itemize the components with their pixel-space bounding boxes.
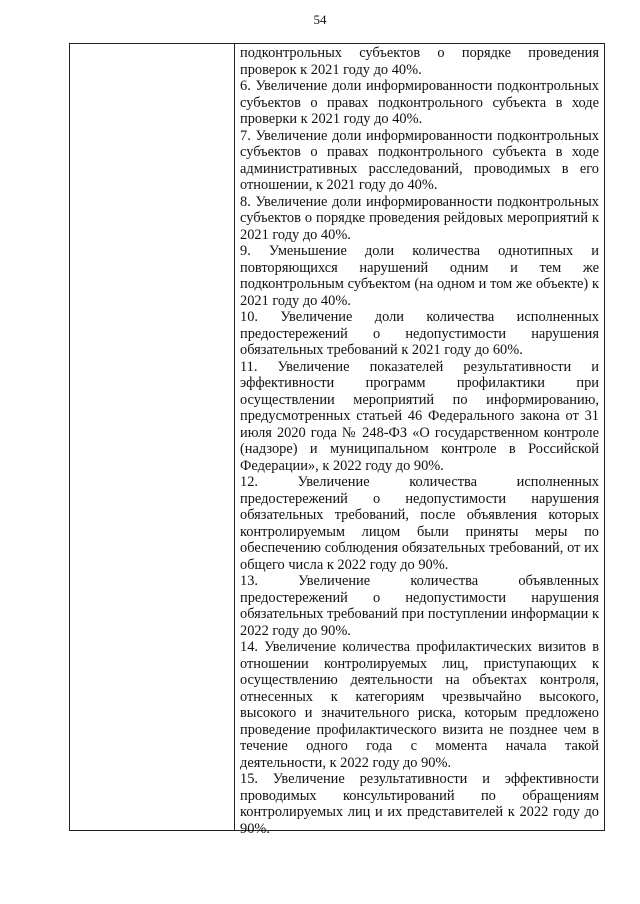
list-item: 10. Увеличение доли количества исполненных предостережений о недопустимости нарушения обязательных требований к 2021 году до 60%. xyxy=(240,309,599,358)
page-number: 54 xyxy=(313,12,327,27)
list-item: 6. Увеличение доли информированности подконтрольных субъектов о правах подконтрольного субъекта в ходе проверки к 2021 году до 40%. xyxy=(240,78,599,127)
document-table xyxy=(69,43,605,837)
table-right-cell xyxy=(235,44,604,837)
list-item: 12. Увеличение количества исполненных предостережений о недопустимости нарушения обязательных требований, после объявления которых контролируемым лицом были приняты меры по обеспечению соблюдения обязательных требований, от их общего числа к 2022 году до 90%. xyxy=(240,474,599,573)
list-item: 9. Уменьшение доли количества однотипных и повторяющихся нарушений одним и тем же подконтрольным субъектом (на одном и том же объекте) к 2021 году до 40%. xyxy=(240,243,599,309)
list-item: 11. Увеличение показателей результативности и эффективности программ профилактики при осуществлении мероприятий по информированию, предусмотренных статьей 46 Федерального закона от 31 июля 2020 года № 248-ФЗ «О государственном контроле (надзоре) и муниципальном контроле в Российской Федерации», к 2022 году до 90%. xyxy=(240,358,599,474)
table-left-cell xyxy=(70,44,235,830)
list-item: 8. Увеличение доли информированности подконтрольных субъектов о порядке проведения рейдовых мероприятий к 2021 году до 40%. xyxy=(240,193,599,243)
list-item: 15. Увеличение результативности и эффективности проводимых консультирований по обращениям контролируемых лиц и их представителей к 2022 году до 90%. xyxy=(240,771,599,837)
list-item: 14. Увеличение количества профилактических визитов в отношении контролируемых лиц, приступающих к осуществлению деятельности на объектах контроля, отнесенных к категориям чрезвычайно высокого, высокого и значительного риска, которым предложено проведение профилактического визита не позднее чем в течение одного года с момента начала такой деятельности, к 2022 году до 90%. xyxy=(240,639,599,771)
list-item: подконтрольных субъектов о порядке проведения проверок к 2021 году до 40%. xyxy=(240,45,599,78)
list-item: 13. Увеличение количества объявленных предостережений о недопустимости нарушения обязательных требований при поступлении информации к 2022 году до 90%. xyxy=(240,573,599,639)
list-item: 7. Увеличение доли информированности подконтрольных субъектов о правах подконтрольного субъекта в ходе административных расследований, проводимых в его отношении, к 2021 году до 40%. xyxy=(240,127,599,193)
